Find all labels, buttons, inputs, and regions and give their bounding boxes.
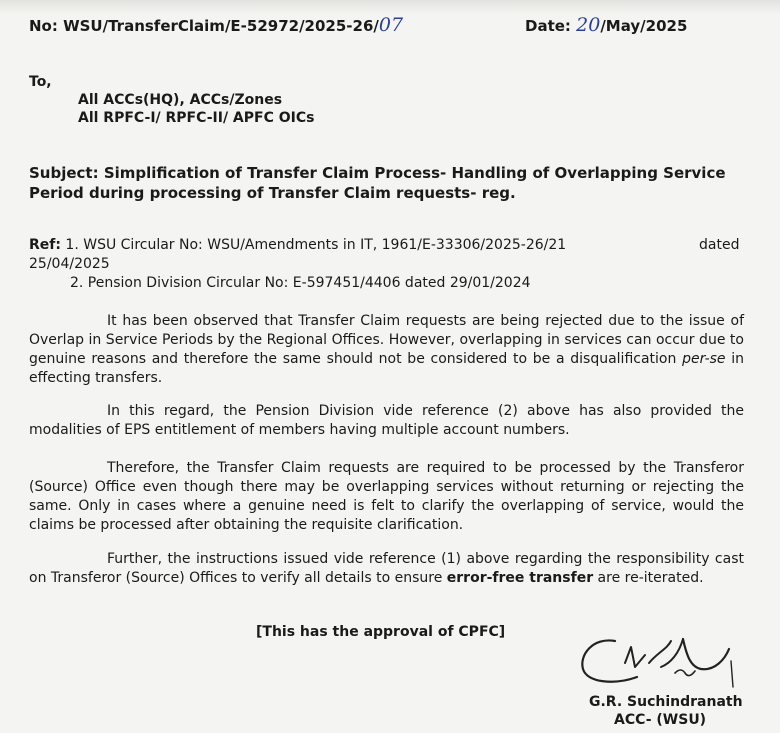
ref-label: Ref:	[29, 237, 61, 253]
subject	[29, 163, 749, 203]
scan-edge	[0, 0, 780, 14]
paragraph-1-italic: per-se	[682, 351, 726, 367]
paragraph-1	[29, 312, 744, 388]
date-month-year: /May/2025	[600, 17, 688, 35]
reference-number-handwritten: 07	[378, 14, 404, 36]
reference-1	[29, 237, 566, 253]
paragraph-4-bold: error-free transfer	[446, 570, 594, 586]
subject-line-2: Period during processing of Transfer Claim requests- reg.	[29, 184, 516, 202]
addressee-line-1: All ACCs(HQ), ACCs/Zones	[78, 92, 283, 108]
subject-line-1: Subject: Simplification of Transfer Claim Process- Handling of Overlapping Service	[29, 164, 726, 182]
paragraph-3	[29, 459, 744, 535]
to-label: To,	[29, 74, 52, 90]
reference-2: 2. Pension Division Circular No: E-597451/4406 dated 29/01/2024	[70, 275, 531, 291]
paragraph-1-text-a: It has been observed that Transfer Claim requests are being rejected due to the issue of Overlap in Service Periods by the Regional Offices. However, overlapping in services can occur due to genuine reasons and therefore the same should not be considered to be a disqualification	[29, 313, 744, 367]
approval-note: [This has the approval of CPFC]	[256, 624, 506, 640]
signatory-designation: ACC- (WSU)	[614, 712, 707, 728]
date-label: Date:	[525, 17, 577, 35]
paragraph-4-text-a: Further, the instructions issued vide reference (1) above regarding the responsibility cast on Transferor (Source) Offices to verify all details to ensure	[29, 551, 744, 586]
letter-date	[525, 14, 687, 36]
paragraph-1-text-b: in effecting transfers.	[29, 351, 745, 386]
reference-number	[29, 14, 403, 36]
reference-1-text: 1. WSU Circular No: WSU/Amendments in IT, 1961/E-33306/2025-26/21	[65, 237, 567, 253]
addressee-line-2: All RPFC-I/ RPFC-II/ APFC OICs	[78, 110, 315, 126]
paragraph-4	[29, 550, 744, 588]
paragraph-3-text: Therefore, the Transfer Claim requests are required to be processed by the Transferor (Source) Office even though there may be overlapping services without returning or rejecting the same. Only in cases where a genuine need is felt to clarify the overlapping of service, would the claims be processed after obtaining the requisite clarification.	[29, 460, 744, 533]
reference-number-printed: No: WSU/TransferClaim/E-52972/2025-26/	[29, 17, 379, 35]
signatory-name: G.R. Suchindranath	[589, 694, 743, 710]
paragraph-2-text: In this regard, the Pension Division vide reference (2) above has also provided the modalities of EPS entitlement of members having multiple account numbers.	[29, 403, 744, 438]
paragraph-2	[29, 402, 744, 440]
signature-icon	[575, 633, 740, 695]
paragraph-4-text-b: are re-iterated.	[593, 570, 704, 586]
date-day-handwritten: 20	[576, 14, 601, 36]
reference-1-dated: dated	[699, 237, 740, 253]
reference-1-date: 25/04/2025	[29, 256, 110, 272]
